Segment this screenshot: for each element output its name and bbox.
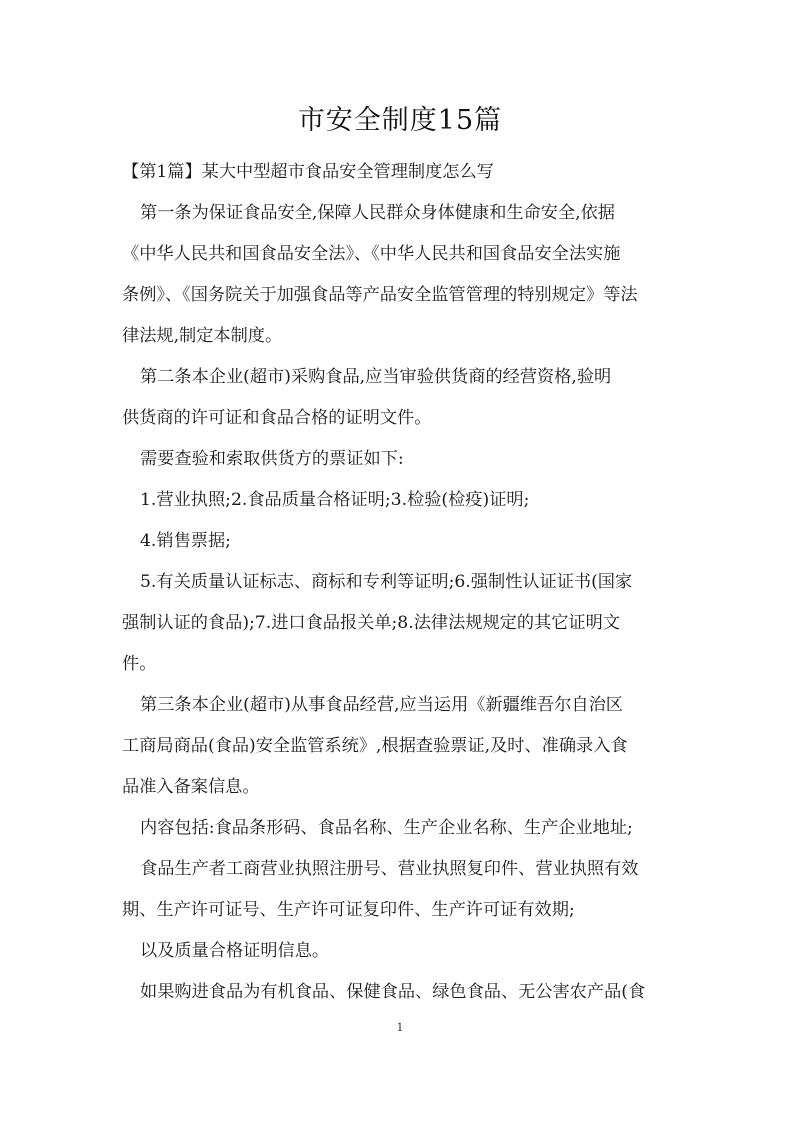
heading-line: 【第1篇】某大中型超市食品安全管理制度怎么写 (122, 162, 494, 182)
text-line: 4.销售票据; (140, 531, 231, 551)
text-line: 品准入备案信息。 (122, 777, 260, 797)
text-line: 第二条本企业(超市)采购食品,应当审验供货商的经营资格,验明 (140, 367, 612, 387)
text-line: 条例》、《国务院关于加强食品等产品安全监管管理的特别规定》等法 (122, 285, 638, 305)
text-line: 5.有关质量认证标志、商标和专利等证明;6.强制性认证证书(国家 (140, 572, 633, 592)
text-line: 食品生产者工商营业执照注册号、营业执照复印件、营业执照有效 (140, 859, 639, 879)
text-line: 工商局商品(食品)安全监管系统》,根据查验票证,及时、准确录入食 (122, 736, 628, 756)
document-title: 市安全制度15篇 (297, 105, 503, 136)
text-line: 以及质量合格证明信息。 (140, 941, 330, 961)
text-line: 供货商的许可证和食品合格的证明文件。 (122, 408, 432, 428)
text-line: 第一条为保证食品安全,保障人民群众身体健康和生命安全,依据 (140, 203, 615, 223)
page-number: 1 (396, 1021, 404, 1034)
text-line: 件。 (122, 654, 157, 674)
document-body (122, 152, 688, 1013)
text-line: 《中华人民共和国食品安全法》、《中华人民共和国食品安全法实施 (122, 244, 621, 264)
text-line: 期、生产许可证号、生产许可证复印件、生产许可证有效期; (122, 900, 575, 920)
text-line: 需要查验和索取供货方的票证如下: (140, 449, 404, 469)
text-line: 如果购进食品为有机食品、保健食品、绿色食品、无公害农产品(食 (140, 982, 646, 1002)
text-line: 强制认证的食品);7.进口食品报关单;8.法律法规规定的其它证明文 (122, 613, 620, 633)
text-line: 1.营业执照;2.食品质量合格证明;3.检验(检疫)证明; (140, 490, 530, 510)
text-line: 第三条本企业(超市)从事食品经营,应当运用《新疆维吾尔自治区 (140, 695, 623, 715)
text-line: 律法规,制定本制度。 (122, 326, 283, 346)
text-line: 内容包括:食品条形码、食品名称、生产企业名称、生产企业地址; (140, 818, 633, 838)
